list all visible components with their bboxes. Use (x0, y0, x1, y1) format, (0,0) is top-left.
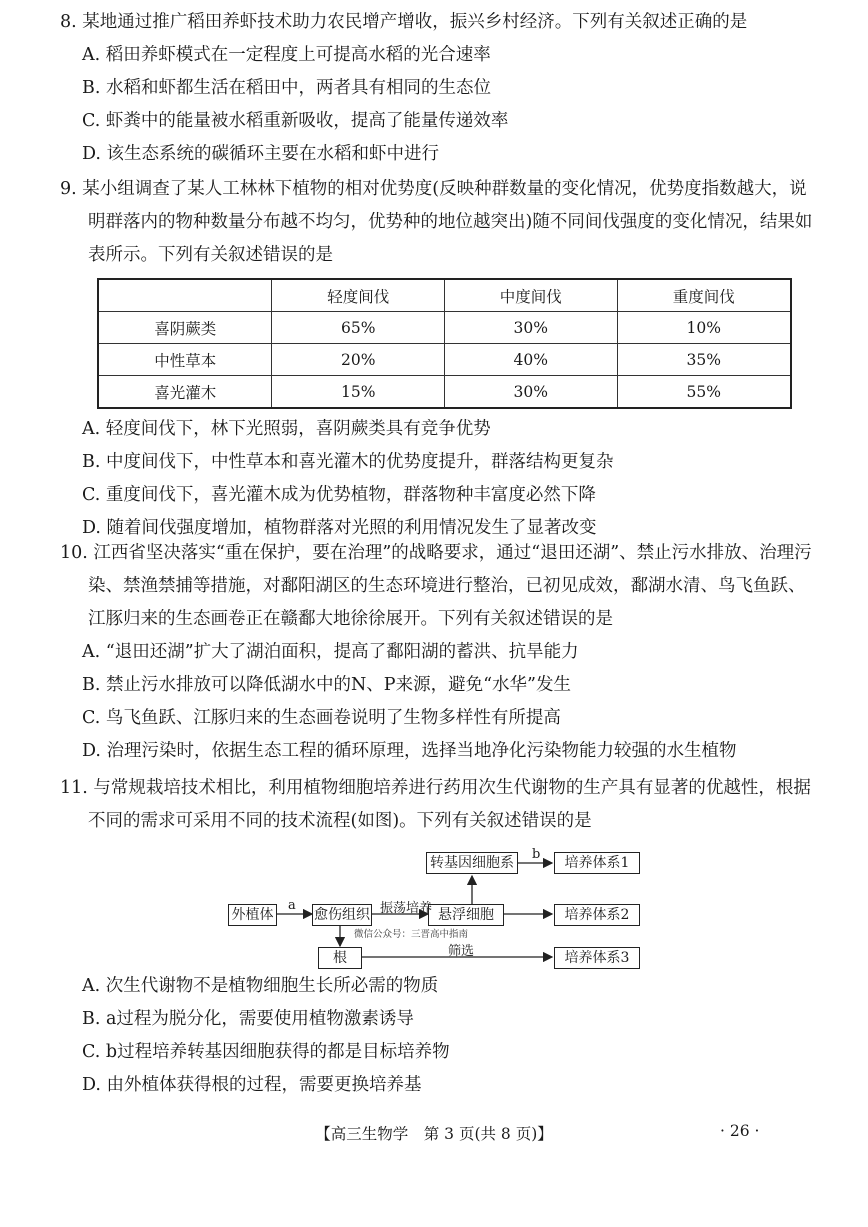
question-11 (60, 772, 820, 838)
watermark-text: 微信公众号：三晋高中指南 (354, 929, 469, 940)
question-9-option-b: B. 中度间伐下，中性草本和喜光灌木的优势度提升，群落结构更复杂 (82, 452, 614, 472)
page-number: · 26 · (720, 1122, 760, 1140)
dominance-table (97, 278, 792, 409)
table-cell: 喜阴蕨类 (98, 312, 272, 344)
table-cell: 喜光灌木 (98, 376, 272, 409)
table-cell: 55% (617, 376, 791, 409)
table-header-cell (98, 279, 272, 312)
question-10-option-a: A. “退田还湖”扩大了湖泊面积，提高了鄱阳湖的蓄洪、抗旱能力 (82, 642, 579, 662)
culture-system-2-box: 培养体系2 (554, 904, 640, 926)
question-8-option-b: B. 水稻和虾都生活在稻田中，两者具有相同的生态位 (82, 78, 491, 98)
transgenic-cell-line-box: 转基因细胞系 (426, 852, 518, 874)
question-8-stem: 8. 某地通过推广稻田养虾技术助力农民增产增收，振兴乡村经济。下列有关叙述正确的是 (60, 12, 748, 32)
table-cell: 10% (617, 312, 791, 344)
table-cell: 30% (444, 376, 617, 409)
question-11-stem: 11. 与常规栽培技术相比，利用植物细胞培养进行药用次生代谢物的生产具有显著的优越性，根据不同的需求可采用不同的技术流程(如图)。下列有关叙述错误的是 (60, 778, 811, 831)
question-9-stem: 9. 某小组调查了某人工林林下植物的相对优势度(反映种群数量的变化情况，优势度指数越大，说明群落内的物种数量分布越不均匀，优势种的地位越突出)随不同间伐强度的变化情况，结果如表所示。下列有关叙述错误的是 (60, 179, 813, 265)
question-11-option-c: C. b过程培养转基因细胞获得的都是目标培养物 (82, 1042, 450, 1062)
question-10 (60, 537, 820, 768)
question-11-option-a: A. 次生代谢物不是植物细胞生长所必需的物质 (82, 976, 439, 996)
table-header-cell: 中度间伐 (444, 279, 617, 312)
table-cell: 中性草本 (98, 344, 272, 376)
label-selection: 筛选 (448, 944, 475, 959)
question-11-option-b: B. a过程为脱分化，需要使用植物激素诱导 (82, 1009, 414, 1029)
table-header-cell: 重度间伐 (617, 279, 791, 312)
culture-system-3-box: 培养体系3 (554, 947, 640, 969)
table-row (98, 312, 791, 344)
page-footer: 【高三生物学 第 3 页(共 8 页)】 (315, 1125, 553, 1143)
question-9-options (60, 413, 820, 545)
table-cell: 65% (272, 312, 445, 344)
suspension-cell-box: 悬浮细胞 (428, 904, 504, 926)
question-9-option-c: C. 重度间伐下，喜光灌木成为优势植物，群落物种丰富度必然下降 (82, 485, 596, 505)
label-a: a (288, 898, 296, 913)
question-8 (60, 6, 820, 171)
question-8-option-c: C. 虾粪中的能量被水稻重新吸收，提高了能量传递效率 (82, 111, 509, 131)
table-cell: 30% (444, 312, 617, 344)
table-cell: 40% (444, 344, 617, 376)
question-10-option-c: C. 鸟飞鱼跃、江豚归来的生态画卷说明了生物多样性有所提高 (82, 708, 561, 728)
process-flow-diagram (220, 846, 650, 970)
question-9-option-a: A. 轻度间伐下，林下光照弱，喜阴蕨类具有竞争优势 (82, 419, 491, 439)
table-header-cell: 轻度间伐 (272, 279, 445, 312)
table-cell: 20% (272, 344, 445, 376)
question-9-option-d: D. 随着间伐强度增加，植物群落对光照的利用情况发生了显著改变 (82, 518, 597, 538)
question-10-stem: 10. 江西省坚决落实“重在保护，要在治理”的战略要求，通过“退田还湖”、禁止污水排放、治理污染、禁渔禁捕等措施，对鄱阳湖区的生态环境进行整治，已初见成效，鄱湖水清、鸟飞鱼跃、江豚归来的生态画卷正在赣鄱大地徐徐展开。下列有关叙述错误的是 (60, 543, 812, 629)
question-8-option-d: D. 该生态系统的碳循环主要在水稻和虾中进行 (82, 144, 440, 164)
table-header-row (98, 279, 791, 312)
question-9 (60, 173, 820, 272)
table-row (98, 344, 791, 376)
question-8-option-a: A. 稻田养虾模式在一定程度上可提高水稻的光合速率 (82, 45, 491, 65)
table-cell: 35% (617, 344, 791, 376)
table-row (98, 376, 791, 409)
question-11-options (60, 970, 820, 1102)
question-10-option-b: B. 禁止污水排放可以降低湖水中的N、P来源，避免“水华”发生 (82, 675, 571, 695)
callus-box: 愈伤组织 (312, 904, 372, 926)
root-box: 根 (318, 947, 362, 969)
explant-box: 外植体 (228, 904, 277, 926)
culture-system-1-box: 培养体系1 (554, 852, 640, 874)
label-shake-culture: 振荡培养 (380, 901, 433, 916)
table-cell: 15% (272, 376, 445, 409)
label-b: b (532, 847, 541, 862)
question-11-option-d: D. 由外植体获得根的过程，需要更换培养基 (82, 1075, 422, 1095)
question-10-option-d: D. 治理污染时，依据生态工程的循环原理，选择当地净化污染物能力较强的水生植物 (82, 741, 737, 761)
